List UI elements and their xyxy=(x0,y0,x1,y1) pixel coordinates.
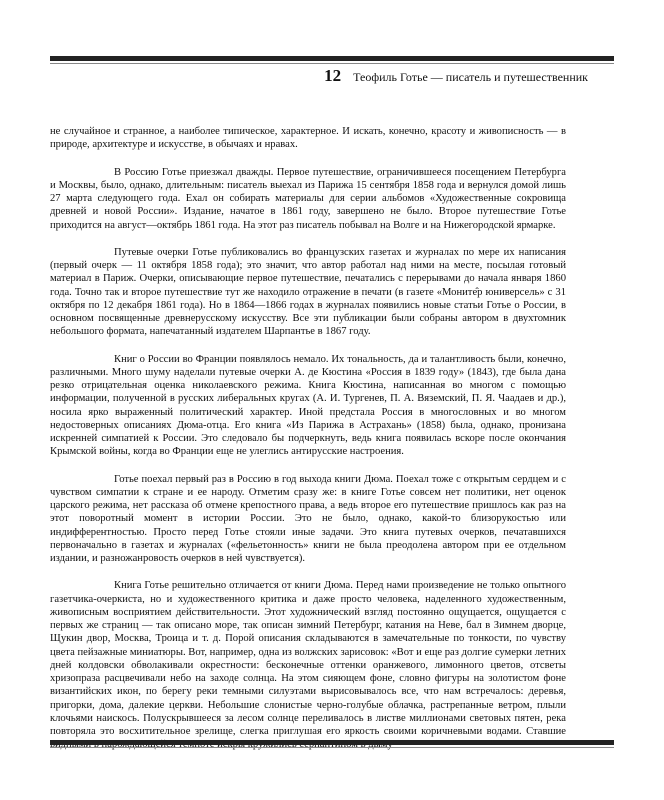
paragraph-continuation: не случайное и странное, а наиболее типическое, характерное. И искать, конечно, красоту и живописность — в природе, архитектуре и искусстве, в обычаях и нравах. xyxy=(50,126,566,151)
header-rule xyxy=(50,56,614,61)
paragraph: Книг о России во Франции появлялось немало. Их тональность, да и талантливость были, конечно, различными. Много шуму наделали путевые очерки А. де Кюстина «Россия в 1839 году» (1843), где была дана резко отрицательная оценка николаевского режима. Книга Кюстина, написанная во многом с помощью информации, полученной в русских либеральных кругах (А. И. Тургенев, П. А. Вяземский, П. Я. Чаадаев и др.), носила ярко выраженный политический характер. Иной предстала Россия в многословных и во многом недостоверных описаниях Дюма-отца. Его книга «Из Парижа в Астрахань» (1858) была, однако, пронизана искренней симпатией к России. Это следовало бы подчеркнуть, ведь книга появилась вскоре после окончания Крымской войны, когда во Франции еще не улеглись антирусские настроения. xyxy=(50,353,566,458)
running-title: Теофиль Готье — писатель и путешественник xyxy=(353,70,588,84)
footer-rule xyxy=(50,740,614,745)
paragraph: Готье поехал первый раз в Россию в год выхода книги Дюма. Поехал тоже с открытым сердцем и с чувством симпатии к стране и ее народу. Отметим сразу же: в книге Готье совсем нет политики, нет оценок царского режима, нет рассказа об отмене крепостного права, а ведь второе его путешествие пришлось как раз на этот поворотный момент в истории России. Это не было, однако, какой-то близорукостью или индифферентностью. Просто перед Готье стояли иные задачи. Это книга путевых очерков, печатавшихся первоначально в газетах и журналах («фельетонность» книги не была преодолена автором при ее отдельном издании, и разножанровость очерков в ней чувствуется). xyxy=(50,473,566,564)
page-number: 12 xyxy=(324,66,342,85)
paragraph: Путевые очерки Готье публиковались во французских газетах и журналах по мере их написания (первый очерк — 11 октября 1858 года); это значит, что автор работал над ними на месте, посылая готовый материал в Париж. Очерки, описывающие первое путешествие, печатались с перерывами до начала января 1860 года. Точно так и второе путешествие тут же находило отражение в печати (в газете «Моните̂р юниверсель» с 31 октября по 12 декабря 1861 года). Но в 1864—1866 годах в журналах появились новые статьи Готье о России, в основном посвященные древнерусскому искусству. Все эти публикации были собраны автором в двухтомник небольшого формата, напечатанный издателем Шарпантье в 1867 году. xyxy=(50,246,566,338)
paragraph: Книга Готье решительно отличается от книги Дюма. Перед нами произведение не только опытного газетчика-очеркиста, но и художественного критика и даже просто человека, наделенного художественным, живописным восприятием действительности. Этот художнический взгляд постоянно ощущается, ощущается с первых же страниц — так описано море, так описан зимний Петербург, катания на Неве, бал в Зимнем дворце, Щукин двор, Москва, Троица и т. д. Порой описания складываются в замечательные по тонкости, по чувству цвета пейзажные миниатюры. Вот, например, одна из волжских зарисовок: «Вот и еще раз долгие сумерки летних дней колдовски обволакивали окрестности: бесконечные оттенки оранжевого, лимонного цветов, отсветы хризопраза расцвечивали небо на заходе солнца. На этом сияющем фоне, словно фигуры на золотистом фоне византийских икон, по берегу реки темными силуэтами вырисовывалось все, что нам встречалось: деревья, пригорки, дома, далекие церкви. Небольшие слонистые черно-голубые облачка, растрепанные ветром, плыли клочьями наискось. Полускрывшееся за лесом солнце переливалось в листве миллионами световых пятен, река повторяла это восхитительное зрелище, слегка приглушая его яркость своими коричневыми водами. Ставшие xyxy=(50,580,566,737)
paragraph: В Россию Готье приезжал дважды. Первое путешествие, ограничившееся посещением Петербурга и Москвы, было, однако, длительным: писатель выехал из Парижа 15 сентября 1858 года и вернулся домой лишь 27 марта следующего года. Ехал он собирать материалы для серии альбомов «Художественные сокровища древней и новой России». Издание, начатое в 1861 году, завершено не было. Второе путешествие Готье приходится на август—октябрь 1861 года. На этот раз писатель побывал на Волге и на Нижегородской ярмарке. xyxy=(50,166,566,231)
body-text xyxy=(50,125,566,766)
running-header xyxy=(324,66,588,86)
